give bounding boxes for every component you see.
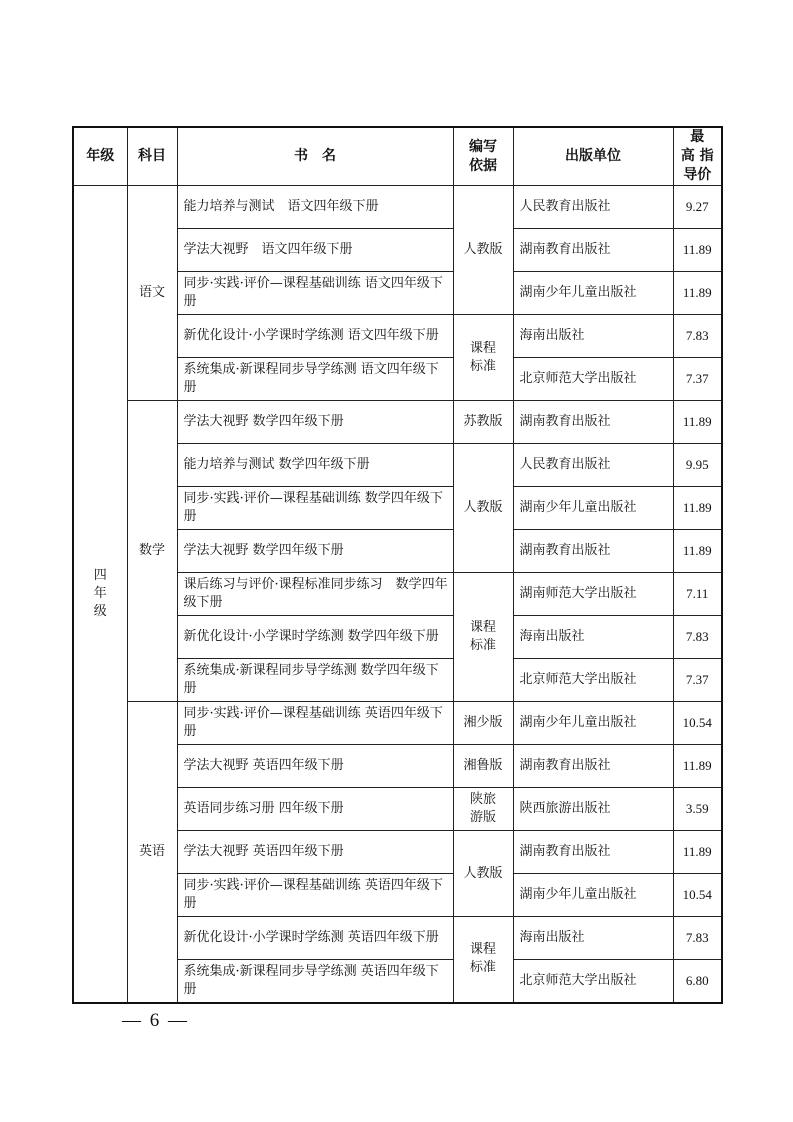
basis-cell: 苏教版 (453, 401, 513, 444)
price-cell: 11.89 (673, 530, 722, 573)
price-cell: 10.54 (673, 874, 722, 917)
book-title: 学法大视野 英语四年级下册 (177, 831, 453, 874)
price-cell: 7.83 (673, 315, 722, 358)
book-title: 学法大视野 数学四年级下册 (177, 530, 453, 573)
table-row (73, 702, 722, 745)
price-cell: 11.89 (673, 831, 722, 874)
book-title: 新优化设计·小学课时学练测 数学四年级下册 (177, 616, 453, 659)
header-basis: 编写依据 (453, 127, 513, 186)
publisher-cell: 湖南教育出版社 (513, 831, 673, 874)
publisher-cell: 湖南少年儿童出版社 (513, 702, 673, 745)
price-cell: 7.37 (673, 358, 722, 401)
price-cell: 9.95 (673, 444, 722, 487)
basis-cell: 陕旅游版 (453, 788, 513, 831)
price-cell: 11.89 (673, 487, 722, 530)
book-title: 系统集成·新课程同步导学练测 英语四年级下册 (177, 960, 453, 1003)
book-title: 同步·实践·评价—课程基础训练 英语四年级下册 (177, 702, 453, 745)
price-cell: 6.80 (673, 960, 722, 1003)
publisher-cell: 北京师范大学出版社 (513, 960, 673, 1003)
price-guidance-table (72, 126, 723, 1004)
book-title: 同步·实践·评价—课程基础训练 英语四年级下册 (177, 874, 453, 917)
publisher-cell: 湖南少年儿童出版社 (513, 272, 673, 315)
book-title: 学法大视野 数学四年级下册 (177, 401, 453, 444)
publisher-cell: 陕西旅游出版社 (513, 788, 673, 831)
publisher-cell: 人民教育出版社 (513, 444, 673, 487)
publisher-cell: 海南出版社 (513, 616, 673, 659)
price-cell: 7.11 (673, 573, 722, 616)
book-title: 课后练习与评价·课程标准同步练习 数学四年级下册 (177, 573, 453, 616)
book-title: 英语同步练习册 四年级下册 (177, 788, 453, 831)
book-title: 学法大视野 语文四年级下册 (177, 229, 453, 272)
subject-chinese: 语文 (127, 186, 177, 401)
publisher-cell: 北京师范大学出版社 (513, 659, 673, 702)
basis-cell: 课程标准 (453, 573, 513, 702)
header-subject: 科目 (127, 127, 177, 186)
basis-cell: 人教版 (453, 444, 513, 573)
publisher-cell: 北京师范大学出版社 (513, 358, 673, 401)
basis-cell: 湘鲁版 (453, 745, 513, 788)
basis-cell: 课程标准 (453, 315, 513, 401)
subject-math: 数学 (127, 401, 177, 702)
subject-english: 英语 (127, 702, 177, 1003)
price-cell: 11.89 (673, 272, 722, 315)
price-cell: 7.83 (673, 616, 722, 659)
price-cell: 3.59 (673, 788, 722, 831)
book-title: 能力培养与测试 数学四年级下册 (177, 444, 453, 487)
publisher-cell: 海南出版社 (513, 917, 673, 960)
book-title: 学法大视野 英语四年级下册 (177, 745, 453, 788)
publisher-cell: 湖南少年儿童出版社 (513, 487, 673, 530)
header-row (73, 127, 722, 186)
price-cell: 11.89 (673, 745, 722, 788)
book-title: 新优化设计·小学课时学练测 语文四年级下册 (177, 315, 453, 358)
table-row (73, 186, 722, 229)
grade-cell: 四年级 (73, 186, 127, 1003)
publisher-cell: 湖南教育出版社 (513, 530, 673, 573)
price-cell: 11.89 (673, 401, 722, 444)
price-cell: 11.89 (673, 229, 722, 272)
page-number: — 6 — (122, 1010, 189, 1031)
price-cell: 10.54 (673, 702, 722, 745)
basis-cell: 湘少版 (453, 702, 513, 745)
book-title: 能力培养与测试 语文四年级下册 (177, 186, 453, 229)
header-title: 书 名 (177, 127, 453, 186)
book-title: 系统集成·新课程同步导学练测 语文四年级下册 (177, 358, 453, 401)
header-max-price: 最 高 指导价 (673, 127, 722, 186)
price-cell: 9.27 (673, 186, 722, 229)
publisher-cell: 湖南少年儿童出版社 (513, 874, 673, 917)
basis-cell: 课程标准 (453, 917, 513, 1003)
header-grade: 年级 (73, 127, 127, 186)
basis-cell: 人教版 (453, 831, 513, 917)
book-title: 新优化设计·小学课时学练测 英语四年级下册 (177, 917, 453, 960)
price-cell: 7.37 (673, 659, 722, 702)
table-row (73, 401, 722, 444)
publisher-cell: 湖南教育出版社 (513, 745, 673, 788)
book-title: 同步·实践·评价—课程基础训练 语文四年级下册 (177, 272, 453, 315)
publisher-cell: 湖南师范大学出版社 (513, 573, 673, 616)
publisher-cell: 人民教育出版社 (513, 186, 673, 229)
price-cell: 7.83 (673, 917, 722, 960)
publisher-cell: 海南出版社 (513, 315, 673, 358)
book-title: 同步·实践·评价—课程基础训练 数学四年级下册 (177, 487, 453, 530)
publisher-cell: 湖南教育出版社 (513, 229, 673, 272)
basis-cell: 人教版 (453, 186, 513, 315)
header-publisher: 出版单位 (513, 127, 673, 186)
publisher-cell: 湖南教育出版社 (513, 401, 673, 444)
book-title: 系统集成·新课程同步导学练测 数学四年级下册 (177, 659, 453, 702)
